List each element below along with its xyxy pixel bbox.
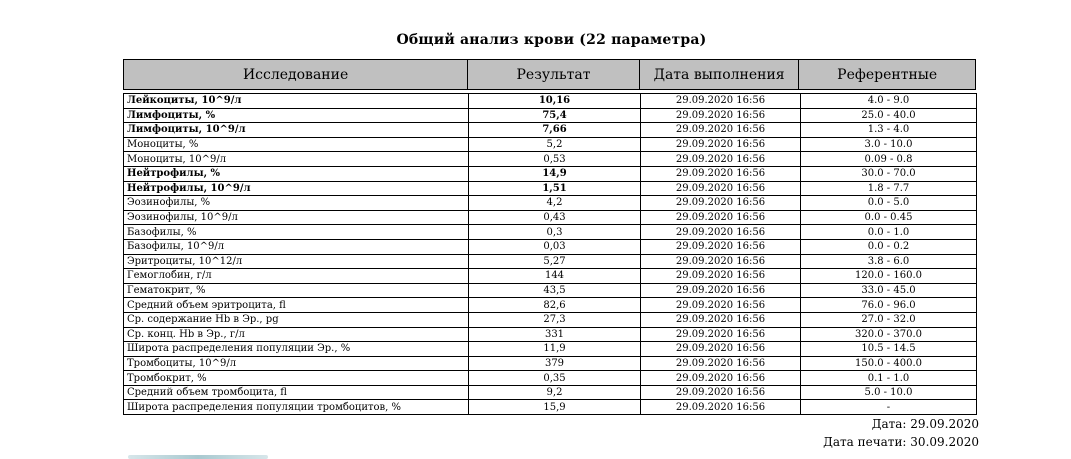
cell-result: 0,03 [469,239,641,254]
cell-date: 29.09.2020 16:56 [641,108,801,123]
cell-result: 1,51 [469,181,641,196]
cell-result: 11,9 [469,342,641,357]
cell-name: Ср. конц. Hb в Эр., г/л [124,327,469,342]
table-row [124,94,977,109]
cell-result: 5,2 [469,137,641,152]
table-row [124,196,977,211]
cell-reference: 3.8 - 6.0 [801,254,977,269]
table-header [123,59,976,90]
cell-date: 29.09.2020 16:56 [641,123,801,138]
cell-name: Эозинофилы, % [124,196,469,211]
cell-date: 29.09.2020 16:56 [641,298,801,313]
cell-date: 29.09.2020 16:56 [641,181,801,196]
cell-date: 29.09.2020 16:56 [641,137,801,152]
table-row [124,312,977,327]
cell-name: Широта распределения популяции Эр., % [124,342,469,357]
cell-name: Эритроциты, 10^12/л [124,254,469,269]
cell-name: Эозинофилы, 10^9/л [124,210,469,225]
cell-reference: 30.0 - 70.0 [801,166,977,181]
cell-result: 75,4 [469,108,641,123]
table-row [124,225,977,240]
cell-date: 29.09.2020 16:56 [641,225,801,240]
table-row [124,108,977,123]
table-row [124,342,977,357]
cell-reference: 5.0 - 10.0 [801,385,977,400]
cell-result: 43,5 [469,283,641,298]
cell-name: Лейкоциты, 10^9/л [124,94,469,109]
cell-result: 379 [469,356,641,371]
header-date: Дата выполнения [640,60,800,89]
cell-reference: 4.0 - 9.0 [801,94,977,109]
cell-result: 82,6 [469,298,641,313]
cell-result: 9,2 [469,385,641,400]
print-date: Дата печати: 30.09.2020 [823,435,979,449]
table-row [124,283,977,298]
table-row [124,356,977,371]
cell-name: Нейтрофилы, 10^9/л [124,181,469,196]
cell-name: Моноциты, % [124,137,469,152]
cell-reference: 1.3 - 4.0 [801,123,977,138]
report-date: Дата: 29.09.2020 [871,417,979,431]
cell-name: Гематокрит, % [124,283,469,298]
cell-reference: 10.5 - 14.5 [801,342,977,357]
cell-reference: 0.0 - 0.2 [801,239,977,254]
cell-name: Тромбокрит, % [124,371,469,386]
results-table [123,93,977,415]
cell-result: 5,27 [469,254,641,269]
cell-reference: 0.1 - 1.0 [801,371,977,386]
cell-name: Базофилы, % [124,225,469,240]
cell-reference: 76.0 - 96.0 [801,298,977,313]
table-row [124,152,977,167]
cell-name: Тромбоциты, 10^9/л [124,356,469,371]
cell-name: Лимфоциты, 10^9/л [124,123,469,138]
table-row [124,181,977,196]
cell-result: 15,9 [469,400,641,415]
table-row [124,210,977,225]
table-row [124,371,977,386]
cell-reference: 3.0 - 10.0 [801,137,977,152]
cell-reference: 33.0 - 45.0 [801,283,977,298]
cell-reference: 150.0 - 400.0 [801,356,977,371]
table-row [124,385,977,400]
table-row [124,254,977,269]
cell-result: 7,66 [469,123,641,138]
cell-date: 29.09.2020 16:56 [641,210,801,225]
header-study: Исследование [124,60,468,89]
header-reference: Референтные [837,66,938,83]
cell-name: Лимфоциты, % [124,108,469,123]
table-row [124,137,977,152]
cell-reference: 0.0 - 1.0 [801,225,977,240]
cell-name: Ср. содержание Hb в Эр., pg [124,312,469,327]
table-row [124,400,977,415]
header-result: Результат [468,60,640,89]
cell-date: 29.09.2020 16:56 [641,371,801,386]
cell-reference: - [801,400,977,415]
table-row [124,166,977,181]
cell-date: 29.09.2020 16:56 [641,94,801,109]
cell-date: 29.09.2020 16:56 [641,283,801,298]
cell-reference: 0.0 - 0.45 [801,210,977,225]
cell-date: 29.09.2020 16:56 [641,327,801,342]
cell-reference: 0.09 - 0.8 [801,152,977,167]
cell-date: 29.09.2020 16:56 [641,152,801,167]
cell-result: 14,9 [469,166,641,181]
cell-date: 29.09.2020 16:56 [641,239,801,254]
cell-result: 144 [469,269,641,284]
cell-name: Гемоглобин, г/л [124,269,469,284]
cell-date: 29.09.2020 16:56 [641,312,801,327]
cell-reference: 25.0 - 40.0 [801,108,977,123]
cell-name: Базофилы, 10^9/л [124,239,469,254]
cell-result: 0,35 [469,371,641,386]
cell-result: 27,3 [469,312,641,327]
table-row [124,123,977,138]
cell-reference: 320.0 - 370.0 [801,327,977,342]
cell-name: Широта распределения популяции тромбоцитов, % [124,400,469,415]
cell-name: Средний объем тромбоцита, fl [124,385,469,400]
cell-reference: 1.8 - 7.7 [801,181,977,196]
table-row [124,269,977,284]
cell-date: 29.09.2020 16:56 [641,356,801,371]
scan-artifact [128,455,268,459]
document-title: Общий анализ крови (22 параметра) [396,32,707,48]
cell-date: 29.09.2020 16:56 [641,400,801,415]
cell-result: 10,16 [469,94,641,109]
cell-result: 0,3 [469,225,641,240]
cell-date: 29.09.2020 16:56 [641,385,801,400]
cell-result: 0,43 [469,210,641,225]
cell-date: 29.09.2020 16:56 [641,254,801,269]
cell-date: 29.09.2020 16:56 [641,196,801,211]
cell-name: Нейтрофилы, % [124,166,469,181]
table-row [124,239,977,254]
cell-reference: 0.0 - 5.0 [801,196,977,211]
cell-result: 0,53 [469,152,641,167]
cell-result: 331 [469,327,641,342]
table-row [124,298,977,313]
cell-date: 29.09.2020 16:56 [641,166,801,181]
cell-name: Средний объем эритроцита, fl [124,298,469,313]
cell-date: 29.09.2020 16:56 [641,269,801,284]
cell-name: Моноциты, 10^9/л [124,152,469,167]
table-row [124,327,977,342]
cell-reference: 27.0 - 32.0 [801,312,977,327]
cell-result: 4,2 [469,196,641,211]
cell-reference: 120.0 - 160.0 [801,269,977,284]
cell-date: 29.09.2020 16:56 [641,342,801,357]
